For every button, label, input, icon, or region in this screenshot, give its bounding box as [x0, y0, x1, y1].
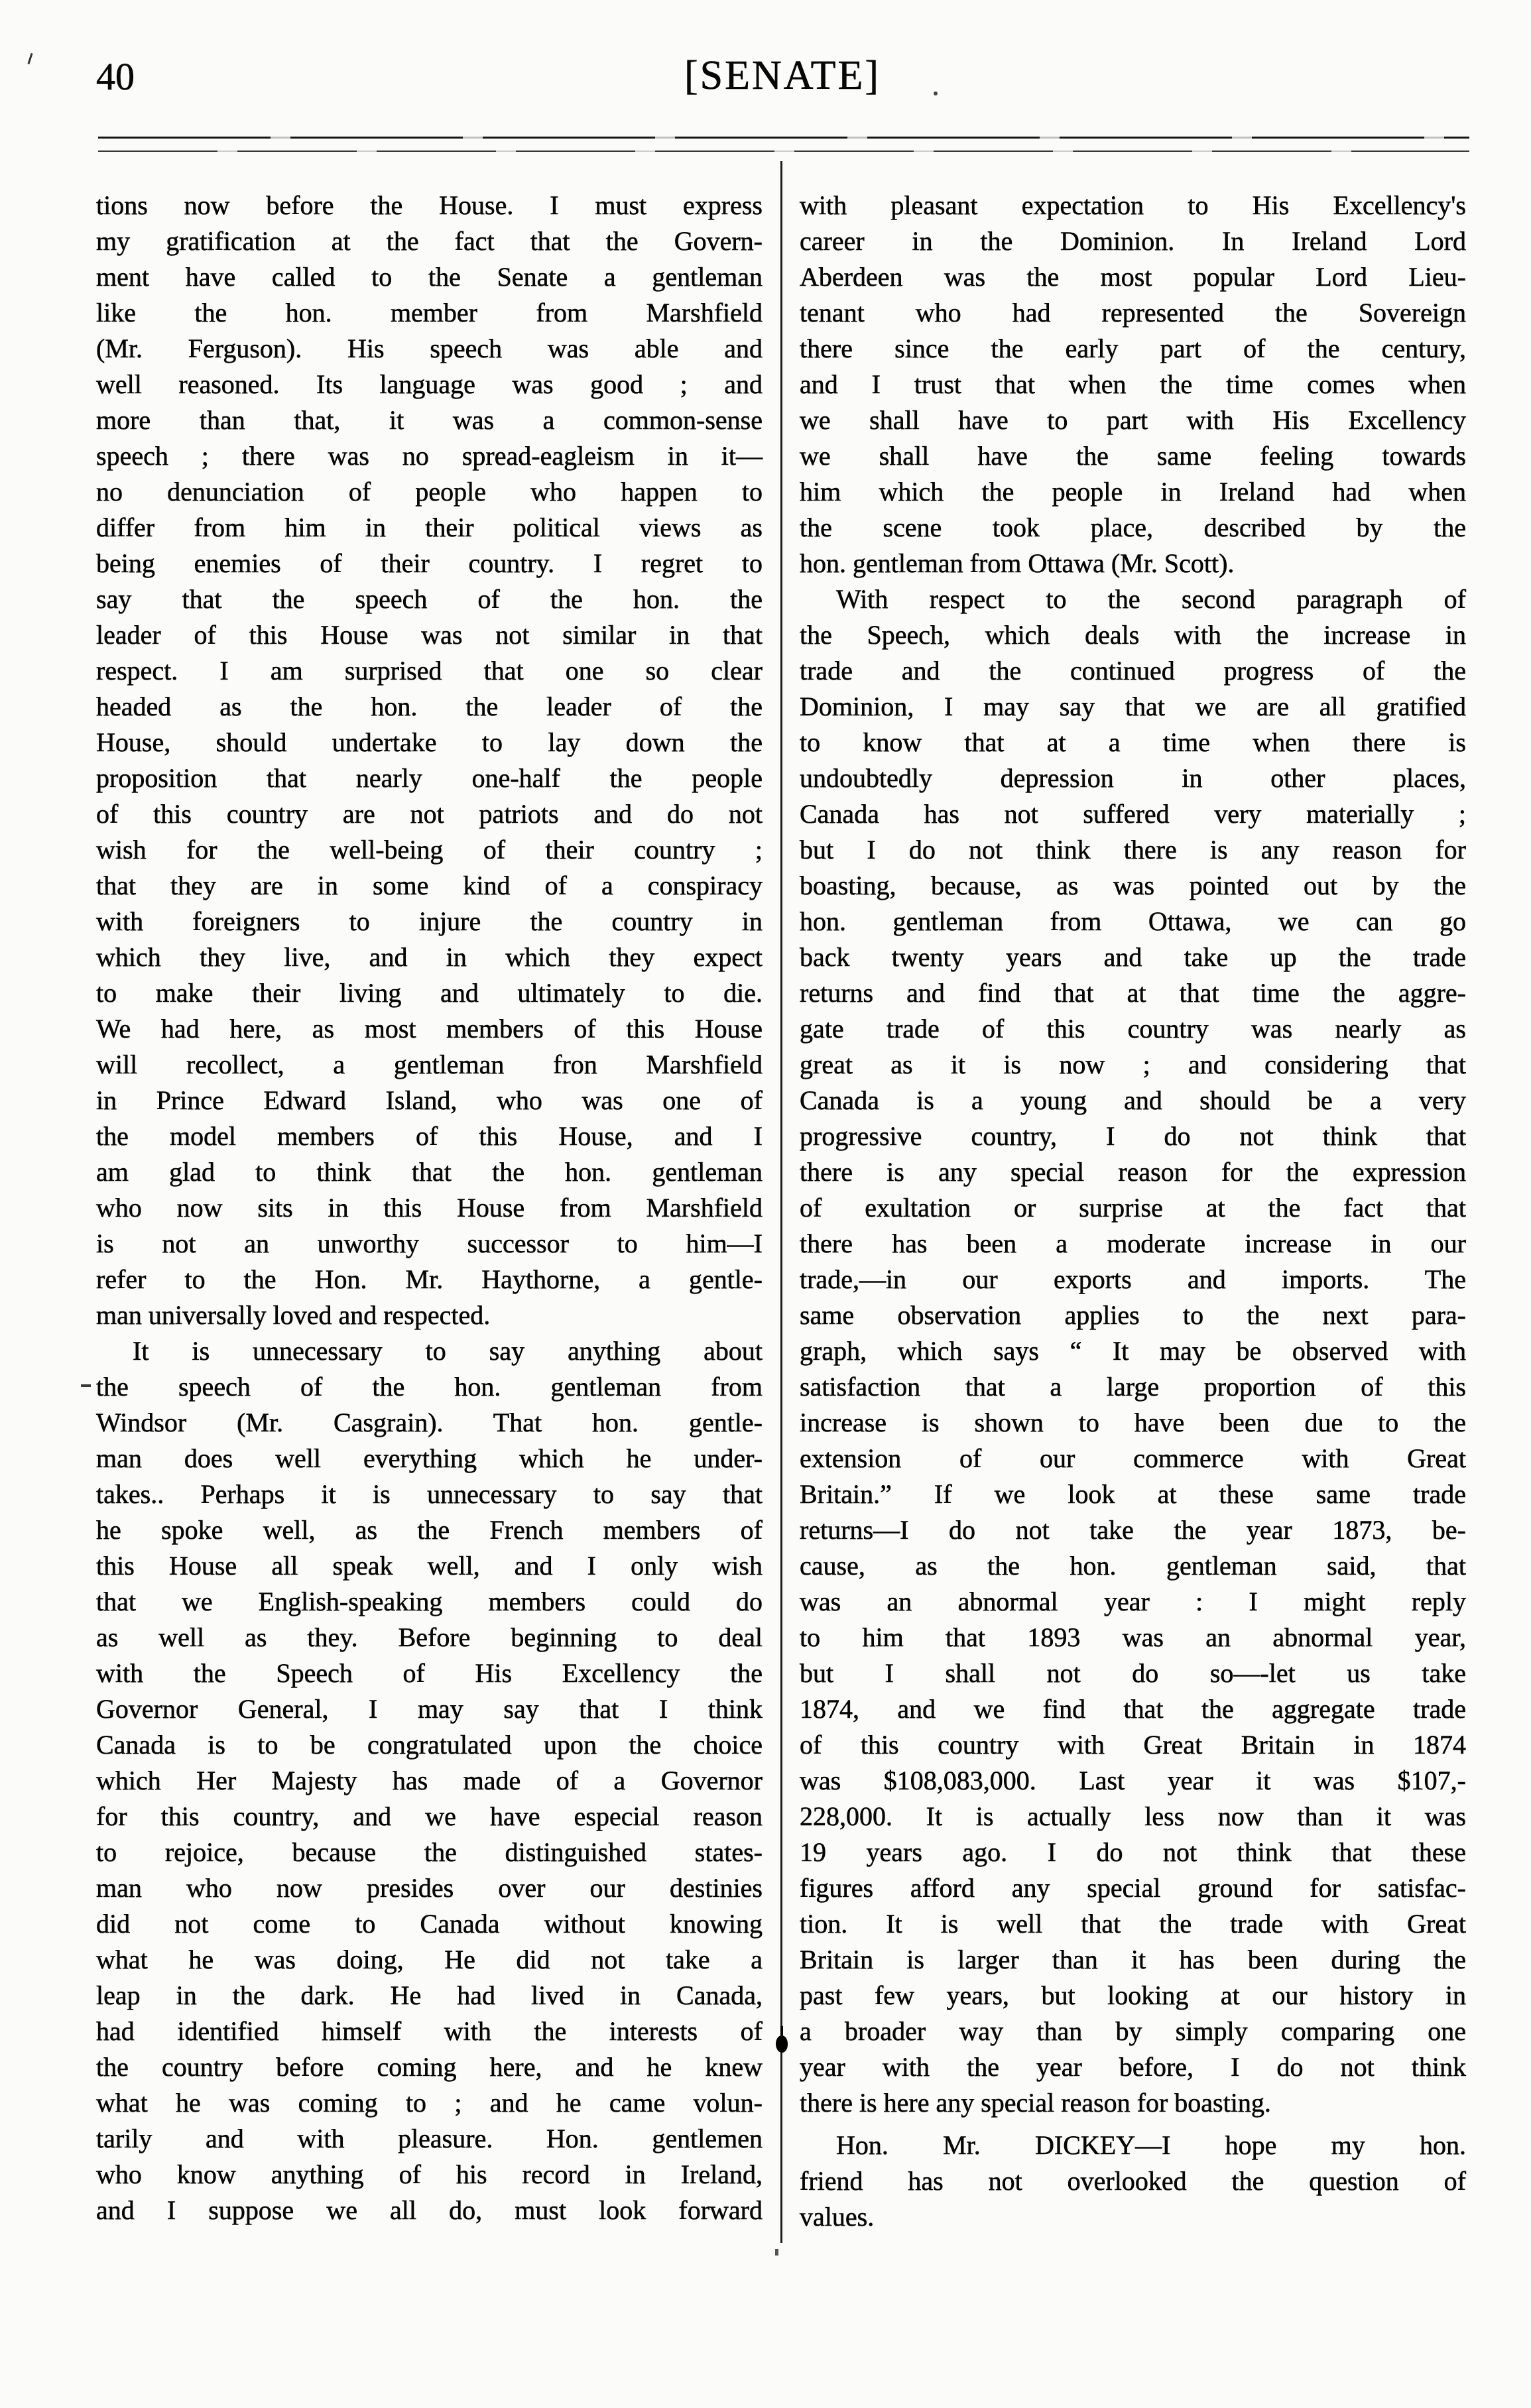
running-header: [SENATE]	[684, 53, 881, 98]
ink-blot-icon	[776, 2035, 788, 2053]
text-line: respect. I am surprised that one so clear	[96, 656, 763, 686]
text-line: career in the Dominion. In Ireland Lord	[800, 226, 1466, 256]
text-line: there is here any special reason for boasting.	[800, 2088, 1271, 2118]
text-line: Governor General, I may say that I think	[96, 1694, 763, 1724]
text-line: this House all speak well, and I only wish	[96, 1551, 763, 1581]
text-line: my gratification at the fact that the Govern-	[96, 226, 763, 256]
text-line: and I suppose we all do, must look forward	[96, 2195, 763, 2225]
ink-speck-margin-icon	[81, 1384, 91, 1387]
text-line: which Her Majesty has made of a Governor	[96, 1766, 763, 1795]
text-line: Hon. Mr. DICKEY—I hope my hon.	[836, 2130, 1466, 2160]
text-line: increase is shown to have been due to the	[800, 1408, 1466, 1437]
text-line: to make their living and ultimately to die.	[96, 978, 763, 1008]
ink-speck-top-left-icon	[27, 53, 32, 64]
text-line: the Speech, which deals with the increase in	[800, 620, 1466, 650]
text-line: refer to the Hon. Mr. Haythorne, a gentle-	[96, 1264, 763, 1294]
text-line: cause, as the hon. gentleman said, that	[800, 1551, 1466, 1581]
text-line: It is unnecessary to say anything about	[133, 1336, 763, 1366]
text-line: is not an unworthy successor to him—I	[96, 1229, 763, 1258]
text-line: to him that 1893 was an abnormal year,	[800, 1622, 1466, 1652]
text-line: more than that, it was a common-sense	[96, 405, 763, 435]
text-line: boasting, because, as was pointed out by the	[800, 871, 1466, 900]
text-line: great as it is now ; and considering that	[800, 1050, 1466, 1079]
text-line: Canada has not suffered very materially ;	[800, 799, 1466, 829]
text-line: of exultation or surprise at the fact that	[800, 1193, 1466, 1223]
text-line: past few years, but looking at our history in	[800, 1980, 1466, 2010]
text-line: 19 years ago. I do not think that these	[800, 1837, 1466, 1867]
right-column	[800, 188, 1466, 2235]
text-line: figures afford any special ground for satisfac-	[800, 1873, 1466, 1903]
text-line: speech ; there was no spread-eagleism in it—	[96, 441, 763, 471]
text-line: am glad to think that the hon. gentleman	[96, 1157, 763, 1187]
text-line: being enemies of their country. I regret to	[96, 548, 763, 578]
double-rule-top	[98, 137, 1469, 139]
text-line: undoubtedly depression in other places,	[800, 763, 1466, 793]
text-line: but I shall not do so—-let us take	[800, 1658, 1466, 1688]
text-line: satisfaction that a large proportion of this	[800, 1372, 1466, 1402]
text-line: 1874, and we find that the aggregate trade	[800, 1694, 1466, 1724]
text-line: ment have called to the Senate a gentleman	[96, 262, 763, 292]
text-line: the scene took place, described by the	[800, 512, 1466, 542]
text-line: no denunciation of people who happen to	[96, 477, 763, 507]
text-line: tarily and with pleasure. Hon. gentlemen	[96, 2124, 763, 2153]
text-line: proposition that nearly one-half the people	[96, 763, 763, 793]
text-line: who know anything of his record in Ireland,	[96, 2159, 763, 2189]
text-line: we shall have to part with His Excellency	[800, 405, 1466, 435]
text-line: man who now presides over our destinies	[96, 1873, 763, 1903]
text-line: of this country with Great Britain in 1874	[800, 1730, 1466, 1760]
text-line: (Mr. Ferguson). His speech was able and	[96, 333, 763, 363]
text-line: House, should undertake to lay down the	[96, 727, 763, 757]
text-line: but I do not think there is any reason for	[800, 835, 1466, 865]
text-line: as well as they. Before beginning to deal	[96, 1622, 763, 1652]
text-line: there is any special reason for the expression	[800, 1157, 1466, 1187]
text-line: leader of this House was not similar in that	[96, 620, 763, 650]
text-line: Britain.” If we look at these same trade	[800, 1479, 1466, 1509]
text-line: with pleasant expectation to His Excellency's	[800, 190, 1466, 220]
text-line: with the Speech of His Excellency the	[96, 1658, 763, 1688]
text-line: back twenty years and take up the trade	[800, 942, 1466, 972]
ink-speck-bottom-icon	[775, 2249, 778, 2256]
text-line: leap in the dark. He had lived in Canada,	[96, 1980, 763, 2010]
double-rule-bottom	[98, 150, 1469, 152]
text-line: did not come to Canada without knowing	[96, 1909, 763, 1939]
text-line: who now sits in this House from Marshfield	[96, 1193, 763, 1223]
text-line: tenant who had represented the Sovereign	[800, 298, 1466, 328]
text-line: well reasoned. Its language was good ; and	[96, 369, 763, 399]
text-line: Canada is to be congratulated upon the choice	[96, 1730, 763, 1760]
text-line: was $108,083,000. Last year it was $107,-	[800, 1766, 1466, 1795]
text-line: in Prince Edward Island, who was one of	[96, 1085, 763, 1115]
text-line: man universally loved and respected.	[96, 1300, 491, 1330]
text-line: same observation applies to the next para-	[800, 1300, 1466, 1330]
text-line: gate trade of this country was nearly as	[800, 1014, 1466, 1044]
text-line: takes.. Perhaps it is unnecessary to say that	[96, 1479, 763, 1509]
text-line: trade and the continued progress of the	[800, 656, 1466, 686]
text-line: the country before coming here, and he knew	[96, 2052, 763, 2082]
column-divider	[780, 161, 782, 2243]
text-line: year with the year before, I do not think	[800, 2052, 1466, 2082]
text-line: differ from him in their political views as	[96, 512, 763, 542]
text-line: and I trust that when the time comes when	[800, 369, 1466, 399]
text-line: values.	[800, 2202, 875, 2232]
text-line: for this country, and we have especial reason	[96, 1801, 763, 1831]
text-line: a broader way than by simply comparing one	[800, 2016, 1466, 2046]
text-line: extension of our commerce with Great	[800, 1443, 1466, 1473]
text-line: that we English-speaking members could do	[96, 1587, 763, 1616]
text-line: had identified himself with the interests of	[96, 2016, 763, 2046]
ink-speck-header-icon	[934, 91, 938, 95]
text-line: We had here, as most members of this House	[96, 1014, 763, 1044]
left-column	[96, 188, 763, 2228]
text-line: what he was doing, He did not take a	[96, 1945, 763, 1974]
text-line: to rejoice, because the distinguished states-	[96, 1837, 763, 1867]
text-line: progressive country, I do not think that	[800, 1121, 1466, 1151]
text-line: there since the early part of the century,	[800, 333, 1466, 363]
text-line: Windsor (Mr. Casgrain). That hon. gentle-	[96, 1408, 763, 1437]
text-line: what he was coming to ; and he came volun-	[96, 2088, 763, 2118]
text-line: hon. gentleman from Ottawa, we can go	[800, 906, 1466, 936]
text-line: returns—I do not take the year 1873, be-	[800, 1515, 1466, 1545]
text-line: tion. It is well that the trade with Great	[800, 1909, 1466, 1939]
text-line: say that the speech of the hon. the	[96, 584, 763, 614]
text-line: tions now before the House. I must express	[96, 190, 763, 220]
text-line: hon. gentleman from Ottawa (Mr. Scott).	[800, 548, 1235, 578]
text-line: trade,—in our exports and imports. The	[800, 1264, 1466, 1294]
text-line: graph, which says “ It may be observed with	[800, 1336, 1466, 1366]
text-line: which they live, and in which they expect	[96, 942, 763, 972]
text-line: was an abnormal year : I might reply	[800, 1587, 1466, 1616]
text-line: to know that at a time when there is	[800, 727, 1466, 757]
text-line: will recollect, a gentleman fron Marshfield	[96, 1050, 763, 1079]
text-line: headed as the hon. the leader of the	[96, 692, 763, 721]
text-line: Britain is larger than it has been during the	[800, 1945, 1466, 1974]
text-line: Canada is a young and should be a very	[800, 1085, 1466, 1115]
text-line: friend has not overlooked the question of	[800, 2166, 1466, 2196]
text-line: the speech of the hon. gentleman from	[96, 1372, 763, 1402]
text-line: Dominion, I may say that we are all gratified	[800, 692, 1466, 721]
text-line: Aberdeen was the most popular Lord Lieu-	[800, 262, 1466, 292]
text-line: we shall have the same feeling towards	[800, 441, 1466, 471]
text-line: there has been a moderate increase in our	[800, 1229, 1466, 1258]
text-line: him which the people in Ireland had when	[800, 477, 1466, 507]
text-line: With respect to the second paragraph of	[836, 584, 1466, 614]
text-line: like the hon. member from Marshfield	[96, 298, 763, 328]
text-line: of this country are not patriots and do not	[96, 799, 763, 829]
text-line: man does well everything which he under-	[96, 1443, 763, 1473]
text-line: the model members of this House, and I	[96, 1121, 763, 1151]
page-number: 40	[96, 55, 135, 98]
text-line: 228,000. It is actually less now than it was	[800, 1801, 1466, 1831]
text-line: with foreigners to injure the country in	[96, 906, 763, 936]
text-line: returns and find that at that time the aggre-	[800, 978, 1466, 1008]
text-line: wish for the well-being of their country ;	[96, 835, 763, 865]
text-line: that they are in some kind of a conspiracy	[96, 871, 763, 900]
text-line: he spoke well, as the French members of	[96, 1515, 763, 1545]
